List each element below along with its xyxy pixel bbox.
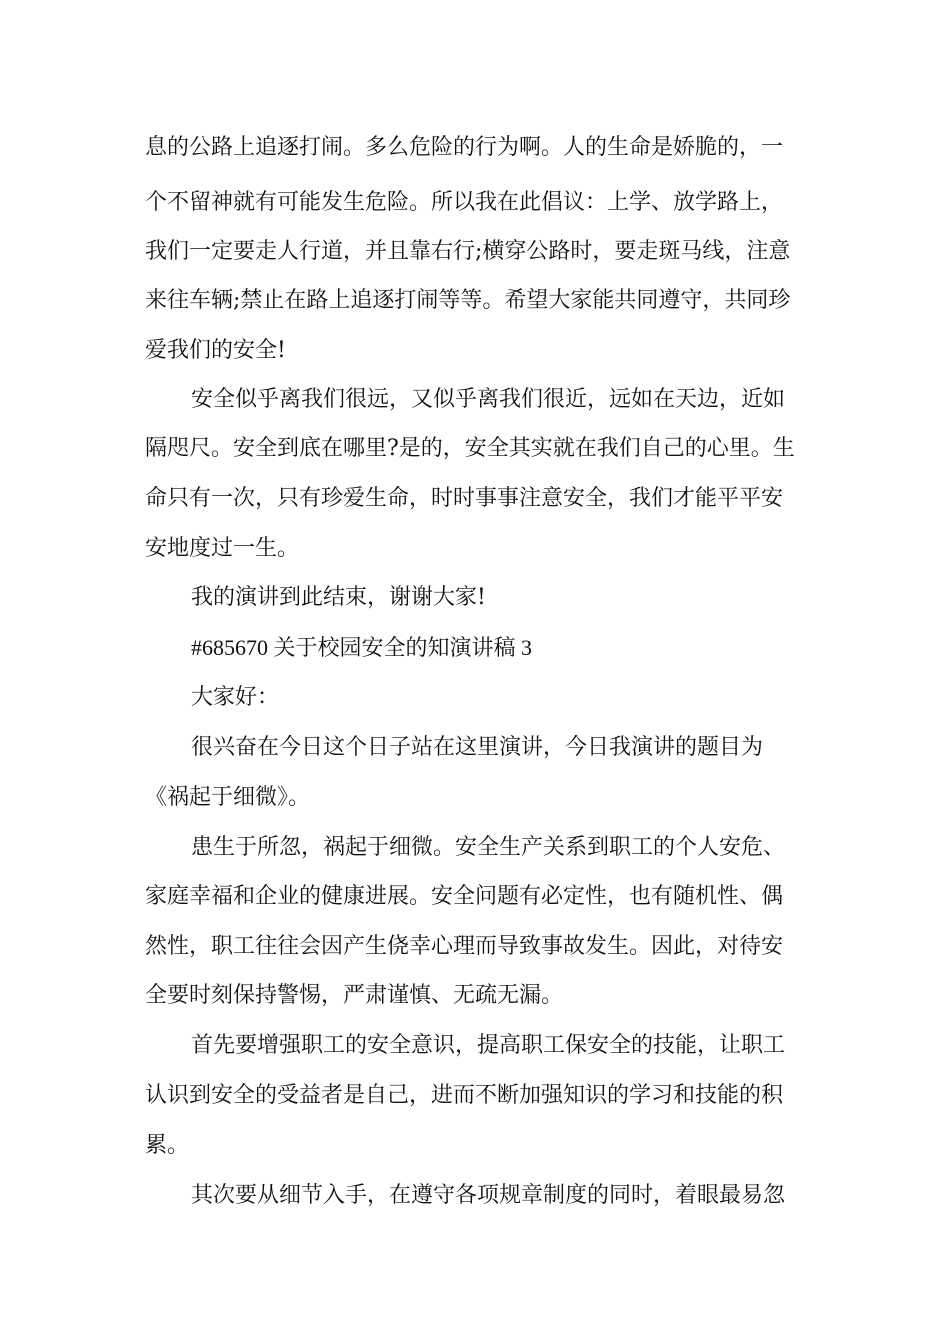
paragraph-line: 隔咫尺。安全到底在哪里?是的，安全其实就在我们自己的心里。生	[145, 436, 795, 461]
paragraph-line: 命只有一次，只有珍爱生命，时时事事注意安全，我们才能平平安	[145, 486, 784, 511]
paragraph-line: 爱我们的安全!	[145, 338, 286, 363]
paragraph-line: 我们一定要走人行道，并且靠右行;横穿公路时，要走斑马线，注意	[145, 239, 791, 264]
paragraph-line: 安全似乎离我们很远，又似乎离我们很近，远如在天边，近如	[191, 387, 786, 412]
paragraph-line: 家庭幸福和企业的健康进展。安全问题有必定性，也有随机性、偶	[145, 884, 784, 909]
paragraph-line: 安地度过一生。	[145, 536, 300, 561]
paragraph-line: 其次要从细节入手，在遵守各项规章制度的同时，着眼最易忽	[191, 1183, 786, 1208]
paragraph-line: 首先要增强职工的安全意识，提高职工保安全的技能，让职工	[191, 1033, 786, 1058]
closing-line: 我的演讲到此结束，谢谢大家!	[191, 585, 486, 610]
paragraph-line: 很兴奋在今日这个日子站在这里演讲，今日我演讲的题目为	[191, 735, 764, 760]
paragraph-line: 来往车辆;禁止在路上追逐打闹等等。希望大家能共同遵守，共同珍	[145, 288, 791, 313]
paragraph-line: 认识到安全的受益者是自己，进而不断加强知识的学习和技能的积	[145, 1083, 784, 1108]
paragraph-line: 息的公路上追逐打闹。多么危险的行为啊。人的生命是娇脆的，一	[145, 135, 784, 160]
paragraph-line: 患生于所忽，祸起于细微。安全生产关系到职工的个人安危、	[191, 835, 786, 860]
section-heading: #685670 关于校园安全的知演讲稿 3	[191, 635, 533, 660]
paragraph-line: 然性，职工往往会因产生侥幸心理而导致事故发生。因此，对待安	[145, 934, 784, 959]
paragraph-line: 全要时刻保持警惕，严肃谨慎、无疏无漏。	[145, 983, 564, 1008]
paragraph-line: 个不留神就有可能发生危险。所以我在此倡议：上学、放学路上，	[145, 190, 784, 215]
greeting-line: 大家好：	[191, 685, 280, 710]
paragraph-line: 《祸起于细微》。	[145, 785, 311, 810]
paragraph-line: 累。	[145, 1133, 190, 1158]
